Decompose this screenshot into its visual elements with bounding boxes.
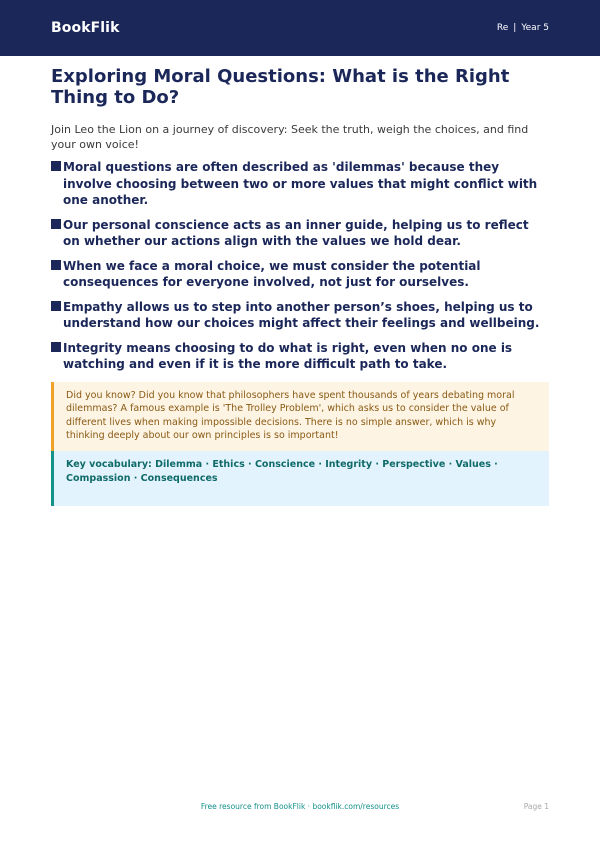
- brand-logo-text[interactable]: BookFlik: [51, 20, 120, 36]
- key-point-text: Empathy allows us to step into another person’s shoes, helping us to understand how our choices might affect their feelings and wellbeing.: [63, 299, 540, 330]
- key-vocabulary-text: Key vocabulary: Dilemma · Ethics · Conscience · Integrity · Perspective · Values · Compassion · Consequences: [66, 458, 498, 484]
- page-footer: [0, 802, 600, 814]
- square-bullet-icon: [51, 301, 61, 311]
- footer-credit-link[interactable]: Free resource from BookFlik · bookflik.com/resources: [200, 802, 400, 811]
- key-point-text: Integrity means choosing to do what is right, even when no one is watching and even if it is the more difficult path to take.: [63, 340, 513, 371]
- key-point: [51, 159, 549, 209]
- intro-text: Join Leo the Lion on a journey of discovery: Seek the truth, weigh the choices, and find your own voice!: [51, 123, 529, 151]
- key-point-text: Moral questions are often described as 'dilemmas' because they involve choosing between two or more values that might conflict with one another.: [63, 160, 538, 207]
- square-bullet-icon: [51, 219, 61, 229]
- meta-separator: |: [513, 23, 517, 33]
- worksheet-content: [51, 66, 549, 506]
- key-point-text: When we face a moral choice, we must consider the potential consequences for everyone involved, not just for ourselves.: [63, 258, 481, 289]
- key-point: [51, 258, 549, 291]
- header-meta: [497, 23, 549, 33]
- did-you-know-text: Did you know? Did you know that philosophers have spent thousands of years debating moral dilemmas? A famous example is 'The Trolley Problem', which asks us to consider the value of different lives when making impossible decisions. There is no simple answer, which is why thinking deeply about our own principles is so important!: [66, 389, 515, 441]
- key-point: [51, 340, 549, 373]
- key-point: [51, 299, 549, 332]
- page-number: Page 1: [523, 802, 549, 811]
- key-vocabulary-box: [51, 451, 549, 506]
- square-bullet-icon: [51, 342, 61, 352]
- square-bullet-icon: [51, 161, 61, 171]
- page-title: Exploring Moral Questions: What is the Right Thing to Do?: [51, 66, 510, 108]
- did-you-know-box: [51, 382, 549, 451]
- key-point: [51, 217, 549, 250]
- year-label: Year 5: [521, 23, 549, 33]
- subject-label: Re: [496, 23, 509, 33]
- square-bullet-icon: [51, 260, 61, 270]
- key-point-text: Our personal conscience acts as an inner guide, helping us to reflect on whether our actions align with the values we hold dear.: [63, 217, 529, 248]
- page-header: [0, 0, 600, 56]
